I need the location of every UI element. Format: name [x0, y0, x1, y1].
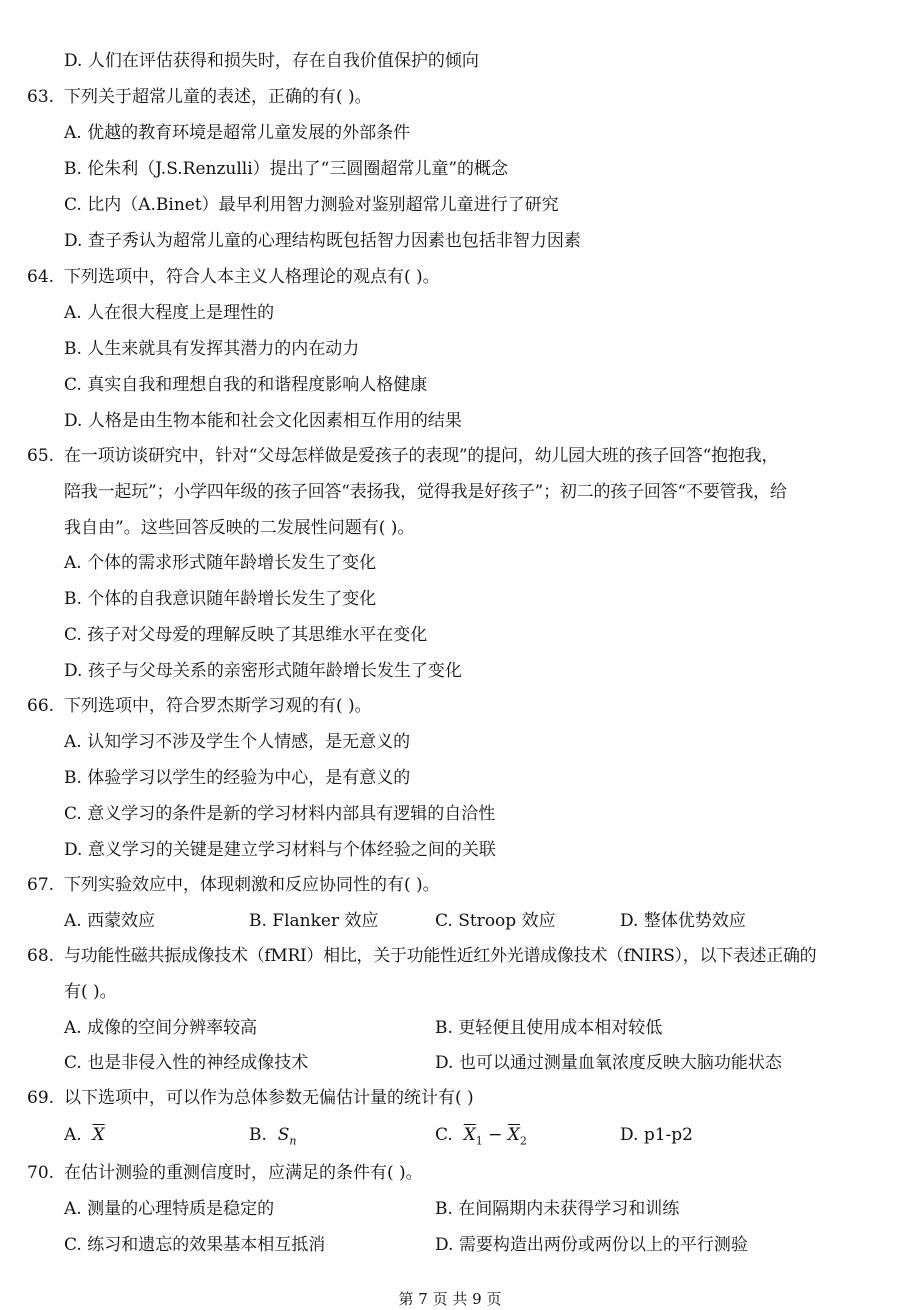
option-69-b [249, 1124, 296, 1152]
option-67-d: D. 整体优势效应 [620, 911, 746, 931]
option-70-a: A. 测量的心理特质是稳定的 [64, 1199, 275, 1219]
option-63-a: A. 优越的教育环境是超常儿童发展的外部条件 [64, 123, 411, 143]
option-65-b: B. 个体的自我意识随年龄增长发生了变化 [64, 589, 377, 609]
question-number-70: 70. [27, 1163, 55, 1183]
option-69-c-label: C. [435, 1125, 453, 1145]
option-69-b-label: B. [249, 1125, 267, 1145]
option-64-c: C. 真实自我和理想自我的和谐程度影响人格健康 [64, 375, 428, 395]
s-n-subscript: n [289, 1134, 297, 1148]
question-65-text-line3: 我自由”。这些回答反映的二发展性问题有( )。 [64, 518, 415, 538]
question-number-67: 67. [27, 875, 55, 895]
option-70-b: B. 在间隔期内未获得学习和训练 [435, 1199, 680, 1219]
x2-subscript: 2 [519, 1134, 527, 1148]
page-footer: 第 7 页 共 9 页 [398, 1290, 502, 1308]
question-68-text-line1: 与功能性磁共振成像技术（fMRI）相比，关于功能性近红外光谱成像技术（fNIRS），以下表述正确的 [64, 946, 817, 966]
option-69-c [435, 1124, 527, 1152]
question-68-text-line2: 有( )。 [64, 982, 117, 1002]
option-70-d: D. 需要构造出两份或两份以上的平行测验 [435, 1235, 748, 1255]
question-70-text: 在估计测验的重测信度时，应满足的条件有( )。 [64, 1163, 423, 1183]
option-68-d: D. 也可以通过测量血氧浓度反映大脑功能状态 [435, 1053, 782, 1073]
option-65-c: C. 孩子对父母爱的理解反映了其思维水平在变化 [64, 625, 428, 645]
option-66-d: D. 意义学习的关键是建立学习材料与个体经验之间的关联 [64, 840, 496, 860]
option-68-a: A. 成像的空间分辨率较高 [64, 1018, 258, 1038]
x1-bar-symbol: $\overline{X}$ [463, 1125, 476, 1145]
question-67-text: 下列实验效应中，体现刺激和反应协同性的有( )。 [64, 875, 440, 895]
option-69-a [64, 1124, 105, 1146]
x-bar-symbol: $\overline{X}$ [92, 1125, 105, 1145]
question-number-65: 65. [27, 446, 55, 466]
option-65-d: D. 孩子与父母关系的亲密形式随年龄增长发生了变化 [64, 661, 462, 681]
s-n-symbol: S [277, 1125, 290, 1145]
option-66-c: C. 意义学习的条件是新的学习材料内部具有逻辑的自洽性 [64, 804, 496, 824]
option-63-c: C. 比内（A.Binet）最早利用智力测验对鉴别超常儿童进行了研究 [64, 195, 559, 215]
question-64-text: 下列选项中，符合人本主义人格理论的观点有( )。 [64, 267, 440, 287]
question-number-63: 63. [27, 87, 55, 107]
option-67-c: C. Stroop 效应 [435, 911, 556, 931]
question-number-69: 69. [27, 1088, 55, 1108]
option-68-c: C. 也是非侵入性的神经成像技术 [64, 1053, 309, 1073]
question-63-text: 下列关于超常儿童的表述，正确的有( )。 [64, 87, 372, 107]
option-69-d: D. p1-p2 [620, 1125, 693, 1145]
option-64-a: A. 人在很大程度上是理性的 [64, 303, 275, 323]
question-69-text: 以下选项中，可以作为总体参数无偏估计量的统计有( ) [64, 1088, 474, 1108]
question-65-text-line2: 陪我一起玩”；小学四年级的孩子回答“表扬我，觉得我是好孩子”；初二的孩子回答“不要管我，给 [64, 482, 787, 502]
question-number-66: 66. [27, 696, 55, 716]
question-66-text: 下列选项中，符合罗杰斯学习观的有( )。 [64, 696, 372, 716]
option-66-b: B. 体验学习以学生的经验为中心，是有意义的 [64, 768, 411, 788]
option-68-b: B. 更轻便且使用成本相对较低 [435, 1018, 663, 1038]
option-62-d: D. 人们在评估获得和损失时，存在自我价值保护的倾向 [64, 51, 479, 71]
option-63-b: B. 伦朱利（J.S.Renzulli）提出了“三圆圈超常儿童”的概念 [64, 159, 509, 179]
x2-bar-symbol: $\overline{X}$ [507, 1125, 520, 1145]
option-65-a: A. 个体的需求形式随年龄增长发生了变化 [64, 553, 377, 573]
question-65-text-line1: 在一项访谈研究中，针对“父母怎样做是爱孩子的表现”的提问，幼儿园大班的孩子回答“抱抱我， [64, 446, 779, 466]
option-63-d: D. 查子秀认为超常儿童的心理结构既包括智力因素也包括非智力因素 [64, 231, 581, 251]
minus-sign: − [488, 1125, 503, 1145]
question-number-68: 68. [27, 946, 55, 966]
option-67-a: A. 西蒙效应 [64, 911, 156, 931]
question-number-64: 64. [27, 267, 55, 287]
option-64-b: B. 人生来就具有发挥其潜力的内在动力 [64, 339, 360, 359]
option-64-d: D. 人格是由生物本能和社会文化因素相互作用的结果 [64, 411, 462, 431]
option-70-c: C. 练习和遗忘的效果基本相互抵消 [64, 1235, 326, 1255]
option-69-a-label: A. [64, 1125, 82, 1145]
option-66-a: A. 认知学习不涉及学生个人情感，是无意义的 [64, 732, 411, 752]
option-67-b: B. Flanker 效应 [249, 911, 379, 931]
x1-subscript: 1 [475, 1134, 483, 1148]
